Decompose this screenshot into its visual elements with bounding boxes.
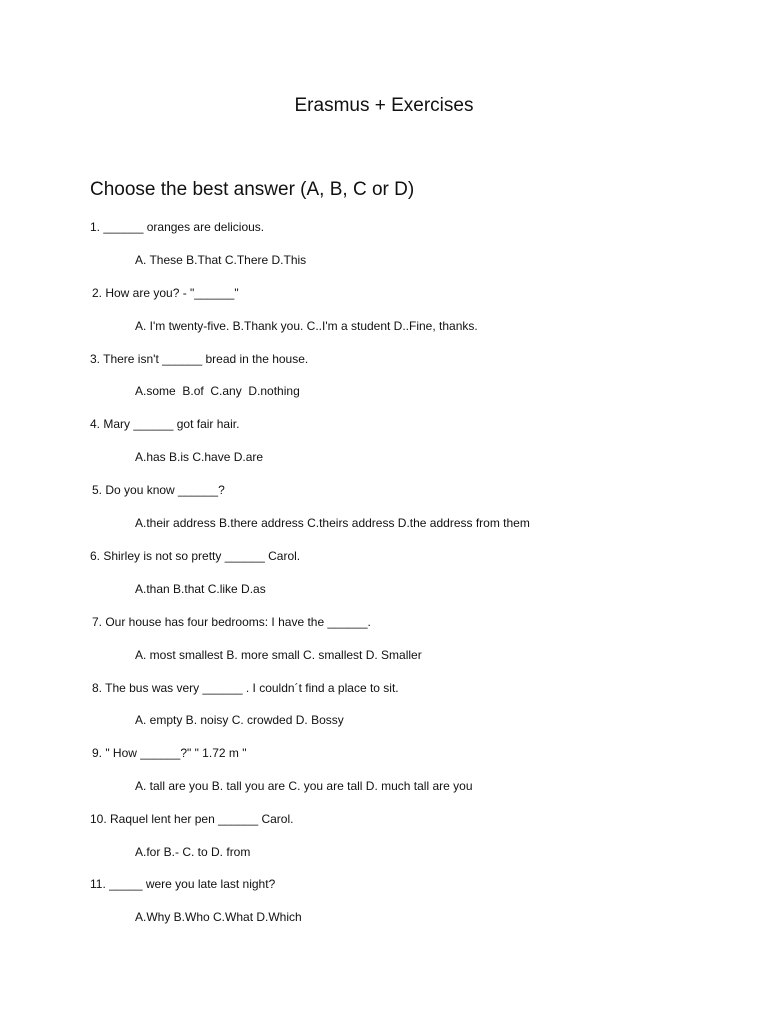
instruction-heading: Choose the best answer (A, B, C or D) xyxy=(90,179,415,200)
options-8: A. empty B. noisy C. crowded D. Bossy xyxy=(135,713,344,727)
options-10: A.for B.- C. to D. from xyxy=(135,845,251,859)
options-7: A. most smallest B. more small C. smallest D. Smaller xyxy=(135,648,422,662)
page-title: Erasmus + Exercises xyxy=(294,95,474,116)
question-2: 2. How are you? - "______" xyxy=(92,286,239,300)
question-4: 4. Mary ______ got fair hair. xyxy=(90,417,240,431)
options-9: A. tall are you B. tall you are C. you are tall D. much tall are you xyxy=(135,779,473,793)
question-11: 11. _____ were you late last night? xyxy=(90,877,276,891)
question-6: 6. Shirley is not so pretty ______ Carol. xyxy=(90,549,301,563)
question-1: 1. ______ oranges are delicious. xyxy=(90,220,265,234)
options-11: A.Why B.Who C.What D.Which xyxy=(135,910,302,924)
options-3: A.some B.of C.any D.nothing xyxy=(135,384,300,398)
options-1: A. These B.That C.There D.This xyxy=(135,253,307,267)
question-8: 8. The bus was very ______ . I couldn´t find a place to sit. xyxy=(92,681,399,695)
question-5: 5. Do you know ______? xyxy=(92,483,225,497)
question-3: 3. There isn't ______ bread in the house. xyxy=(90,352,309,366)
options-2: A. I'm twenty-five. B.Thank you. C..I'm a student D..Fine, thanks. xyxy=(135,319,478,333)
question-10: 10. Raquel lent her pen ______ Carol. xyxy=(90,812,294,826)
options-6: A.than B.that C.like D.as xyxy=(135,582,266,596)
question-9: 9. " How ______?" " 1.72 m " xyxy=(92,746,247,760)
options-4: A.has B.is C.have D.are xyxy=(135,450,264,464)
options-5: A.their address B.there address C.theirs address D.the address from them xyxy=(135,516,530,530)
question-7: 7. Our house has four bedrooms: I have the ______. xyxy=(92,615,371,629)
